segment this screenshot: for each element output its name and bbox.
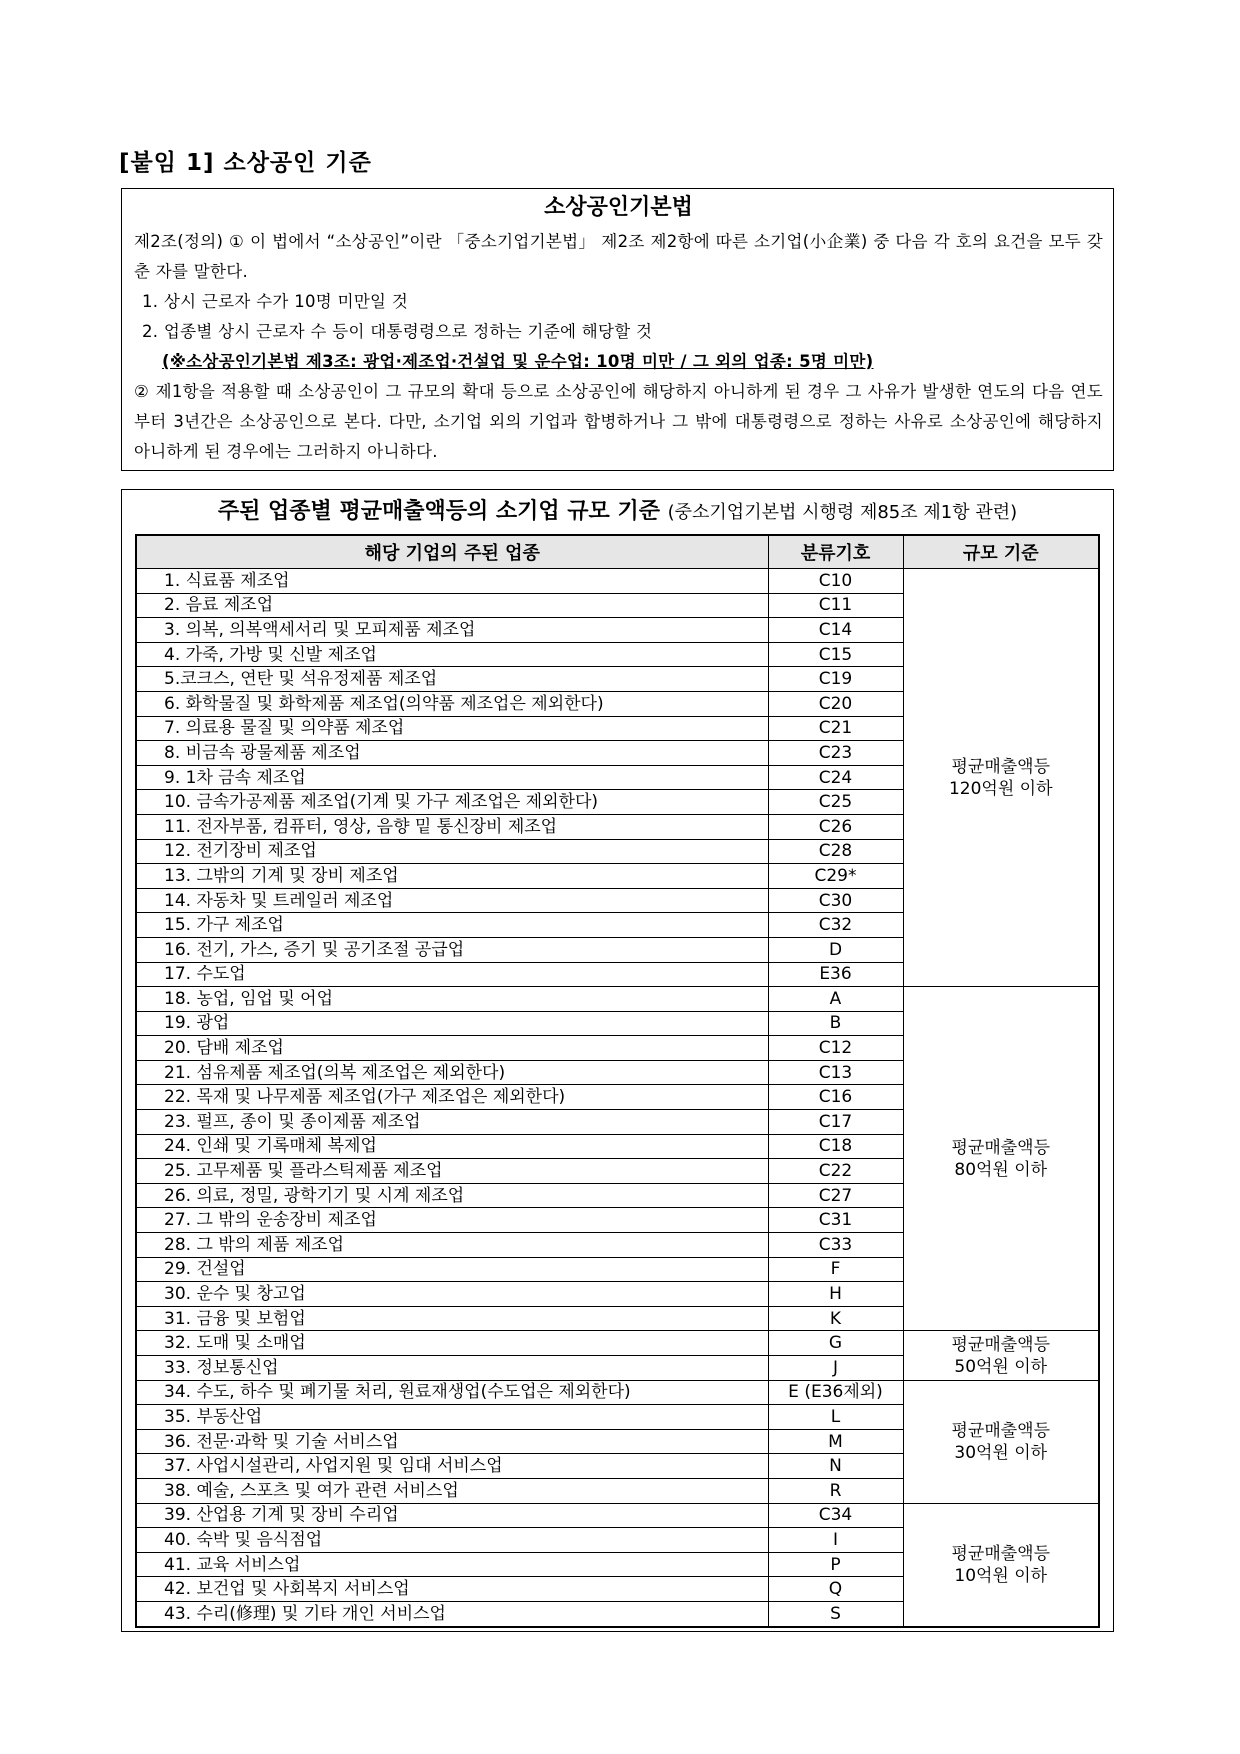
code-cell: C10 <box>768 569 903 594</box>
size-table-title <box>122 490 1113 534</box>
code-cell: C28 <box>768 839 903 864</box>
requirement-item-2: 2. 업종별 상시 근로자 수 등이 대통령령으로 정하는 기준에 해당할 것 <box>142 322 653 341</box>
industry-cell: 28. 그 밖의 제품 제조업 <box>136 1233 768 1258</box>
page-heading: [붙임 1] 소상공인 기준 <box>119 150 372 176</box>
code-cell: P <box>768 1552 903 1577</box>
industry-cell: 20. 담배 제조업 <box>136 1036 768 1061</box>
code-cell: L <box>768 1405 903 1430</box>
industry-cell: 23. 펄프, 종이 및 종이제품 제조업 <box>136 1110 768 1135</box>
size-criteria-table <box>135 534 1100 1628</box>
code-cell: A <box>768 987 903 1012</box>
code-cell: C20 <box>768 691 903 716</box>
code-cell: C34 <box>768 1503 903 1528</box>
industry-cell: 35. 부동산업 <box>136 1405 768 1430</box>
size-table-body <box>136 569 1099 1627</box>
code-cell: S <box>768 1601 903 1626</box>
header-industry: 해당 기업의 주된 업종 <box>136 535 768 569</box>
industry-cell: 2. 음료 제조업 <box>136 593 768 618</box>
industry-cell: 26. 의료, 정밀, 광학기기 및 시계 제조업 <box>136 1183 768 1208</box>
code-cell: C29* <box>768 864 903 889</box>
industry-cell: 42. 보건업 및 사회복지 서비스업 <box>136 1577 768 1602</box>
code-cell: C26 <box>768 814 903 839</box>
scale-cell <box>903 1380 1099 1503</box>
code-cell: C19 <box>768 667 903 692</box>
industry-cell: 7. 의료용 물질 및 의약품 제조업 <box>136 716 768 741</box>
size-table-title-main: 주된 업종별 평균매출액등의 소기업 규모 기준 <box>217 499 660 524</box>
table-row <box>136 987 1099 1012</box>
industry-cell: 33. 정보통신업 <box>136 1356 768 1381</box>
table-header-row <box>136 535 1099 569</box>
scale-value: 120억원 이하 <box>948 778 1053 799</box>
code-cell: M <box>768 1429 903 1454</box>
industry-cell: 8. 비금속 광물제품 제조업 <box>136 741 768 766</box>
table-row <box>136 1331 1099 1356</box>
industry-cell: 25. 고무제품 및 플라스틱제품 제조업 <box>136 1159 768 1184</box>
size-table-title-sub: (중소기업기본법 시행령 제85조 제1항 관련) <box>667 502 1018 523</box>
code-cell: C11 <box>768 593 903 618</box>
scale-label: 평균매출액등 <box>951 1137 1051 1158</box>
law-definition-box <box>121 188 1114 471</box>
requirement-item-1: 1. 상시 근로자 수가 10명 미만일 것 <box>142 292 409 311</box>
table-row <box>136 1380 1099 1405</box>
industry-cell: 18. 농업, 임업 및 어업 <box>136 987 768 1012</box>
scale-label: 평균매출액등 <box>951 1543 1051 1564</box>
industry-cell: 39. 산업용 기계 및 장비 수리업 <box>136 1503 768 1528</box>
code-cell: F <box>768 1257 903 1282</box>
industry-cell: 13. 그밖의 기계 및 장비 제조업 <box>136 864 768 889</box>
code-cell: C16 <box>768 1085 903 1110</box>
code-cell: E (E36제외) <box>768 1380 903 1405</box>
code-cell: R <box>768 1478 903 1503</box>
industry-cell: 43. 수리(修理) 및 기타 개인 서비스업 <box>136 1601 768 1626</box>
header-scale: 규모 기준 <box>903 535 1099 569</box>
code-cell: C32 <box>768 913 903 938</box>
industry-cell: 36. 전문·과학 및 기술 서비스업 <box>136 1429 768 1454</box>
code-cell: C24 <box>768 765 903 790</box>
industry-cell: 27. 그 밖의 운송장비 제조업 <box>136 1208 768 1233</box>
industry-cell: 24. 인쇄 및 기록매체 복제업 <box>136 1134 768 1159</box>
industry-cell: 22. 목재 및 나무제품 제조업(가구 제조업은 제외한다) <box>136 1085 768 1110</box>
code-cell: Q <box>768 1577 903 1602</box>
code-cell: C23 <box>768 741 903 766</box>
code-cell: C31 <box>768 1208 903 1233</box>
code-cell: C18 <box>768 1134 903 1159</box>
industry-cell: 37. 사업시설관리, 사업지원 및 임대 서비스업 <box>136 1454 768 1479</box>
code-cell: C14 <box>768 618 903 643</box>
industry-cell: 19. 광업 <box>136 1011 768 1036</box>
scale-value: 30억원 이하 <box>954 1442 1048 1463</box>
scale-cell <box>903 987 1099 1331</box>
industry-cell: 10. 금속가공제품 제조업(기계 및 가구 제조업은 제외한다) <box>136 790 768 815</box>
industry-cell: 5.코크스, 연탄 및 석유정제품 제조업 <box>136 667 768 692</box>
code-cell: C17 <box>768 1110 903 1135</box>
code-cell: C15 <box>768 642 903 667</box>
law-title: 소상공인기본법 <box>544 195 693 220</box>
code-cell: K <box>768 1306 903 1331</box>
code-cell: J <box>768 1356 903 1381</box>
code-cell: I <box>768 1528 903 1553</box>
table-row <box>136 569 1099 594</box>
article-3-note <box>134 347 1103 377</box>
industry-cell: 16. 전기, 가스, 증기 및 공기조절 공급업 <box>136 937 768 962</box>
scale-cell <box>903 1331 1099 1380</box>
industry-cell: 29. 건설업 <box>136 1257 768 1282</box>
scale-label: 평균매출액등 <box>951 1420 1051 1441</box>
code-cell: C21 <box>768 716 903 741</box>
code-cell: C27 <box>768 1183 903 1208</box>
code-cell: C22 <box>768 1159 903 1184</box>
industry-cell: 15. 가구 제조업 <box>136 913 768 938</box>
scale-label: 평균매출액등 <box>951 756 1051 777</box>
article-3-note-text: (※소상공인기본법 제3조: 광업·제조업·건설업 및 운수업: 10명 미만 / 그 외의 업종: 5명 미만) <box>162 352 874 371</box>
industry-cell: 12. 전기장비 제조업 <box>136 839 768 864</box>
industry-cell: 21. 섬유제품 제조업(의복 제조업은 제외한다) <box>136 1060 768 1085</box>
code-cell: E36 <box>768 962 903 987</box>
industry-cell: 4. 가죽, 가방 및 신발 제조업 <box>136 642 768 667</box>
code-cell: C30 <box>768 888 903 913</box>
code-cell: B <box>768 1011 903 1036</box>
scale-value: 10억원 이하 <box>954 1565 1048 1586</box>
code-cell: C13 <box>768 1060 903 1085</box>
code-cell: H <box>768 1282 903 1307</box>
industry-cell: 11. 전자부품, 컴퓨터, 영상, 음향 밑 통신장비 제조업 <box>136 814 768 839</box>
scale-cell <box>903 569 1099 987</box>
industry-cell: 38. 예술, 스포츠 및 여가 관련 서비스업 <box>136 1478 768 1503</box>
header-code: 분류기호 <box>768 535 903 569</box>
scale-label: 평균매출액등 <box>951 1334 1051 1355</box>
industry-cell: 32. 도매 및 소매업 <box>136 1331 768 1356</box>
code-cell: N <box>768 1454 903 1479</box>
industry-cell: 41. 교육 서비스업 <box>136 1552 768 1577</box>
industry-cell: 17. 수도업 <box>136 962 768 987</box>
scale-value: 80억원 이하 <box>954 1159 1048 1180</box>
article-2-paragraph-1: 제2조(정의) ① 이 법에서 “소상공인”이란 「중소기업기본법」 제2조 제2항에 따른 소기업(小企業) 중 다음 각 호의 요건을 모두 갖춘 자를 말한다. <box>134 232 1103 281</box>
code-cell: G <box>768 1331 903 1356</box>
industry-cell: 34. 수도, 하수 및 폐기물 처리, 원료재생업(수도업은 제외한다) <box>136 1380 768 1405</box>
industry-cell: 9. 1차 금속 제조업 <box>136 765 768 790</box>
industry-cell: 14. 자동차 및 트레일러 제조업 <box>136 888 768 913</box>
code-cell: C25 <box>768 790 903 815</box>
scale-cell <box>903 1503 1099 1626</box>
industry-cell: 6. 화학물질 및 화학제품 제조업(의약품 제조업은 제외한다) <box>136 691 768 716</box>
table-row <box>136 1503 1099 1528</box>
code-cell: C33 <box>768 1233 903 1258</box>
industry-cell: 30. 운수 및 창고업 <box>136 1282 768 1307</box>
code-cell: C12 <box>768 1036 903 1061</box>
industry-cell: 31. 금융 및 보험업 <box>136 1306 768 1331</box>
size-criteria-box <box>121 489 1114 1632</box>
industry-cell: 3. 의복, 의복액세서리 및 모피제품 제조업 <box>136 618 768 643</box>
code-cell: D <box>768 937 903 962</box>
scale-value: 50억원 이하 <box>954 1356 1048 1377</box>
industry-cell: 1. 식료품 제조업 <box>136 569 768 594</box>
industry-cell: 40. 숙박 및 음식점업 <box>136 1528 768 1553</box>
article-2-paragraph-2: ② 제1항을 적용할 때 소상공인이 그 규모의 확대 등으로 소상공인에 해당하지 아니하게 된 경우 그 사유가 발생한 연도의 다음 연도부터 3년간은 소상공인으로 본다. 다만, 소기업 외의 기업과 합병하거나 그 밖에 대통령령으로 정하는 사유로 소상공인에 해당하지 아니하게 된 경우에는 그러하지 아니하다. <box>134 382 1103 461</box>
